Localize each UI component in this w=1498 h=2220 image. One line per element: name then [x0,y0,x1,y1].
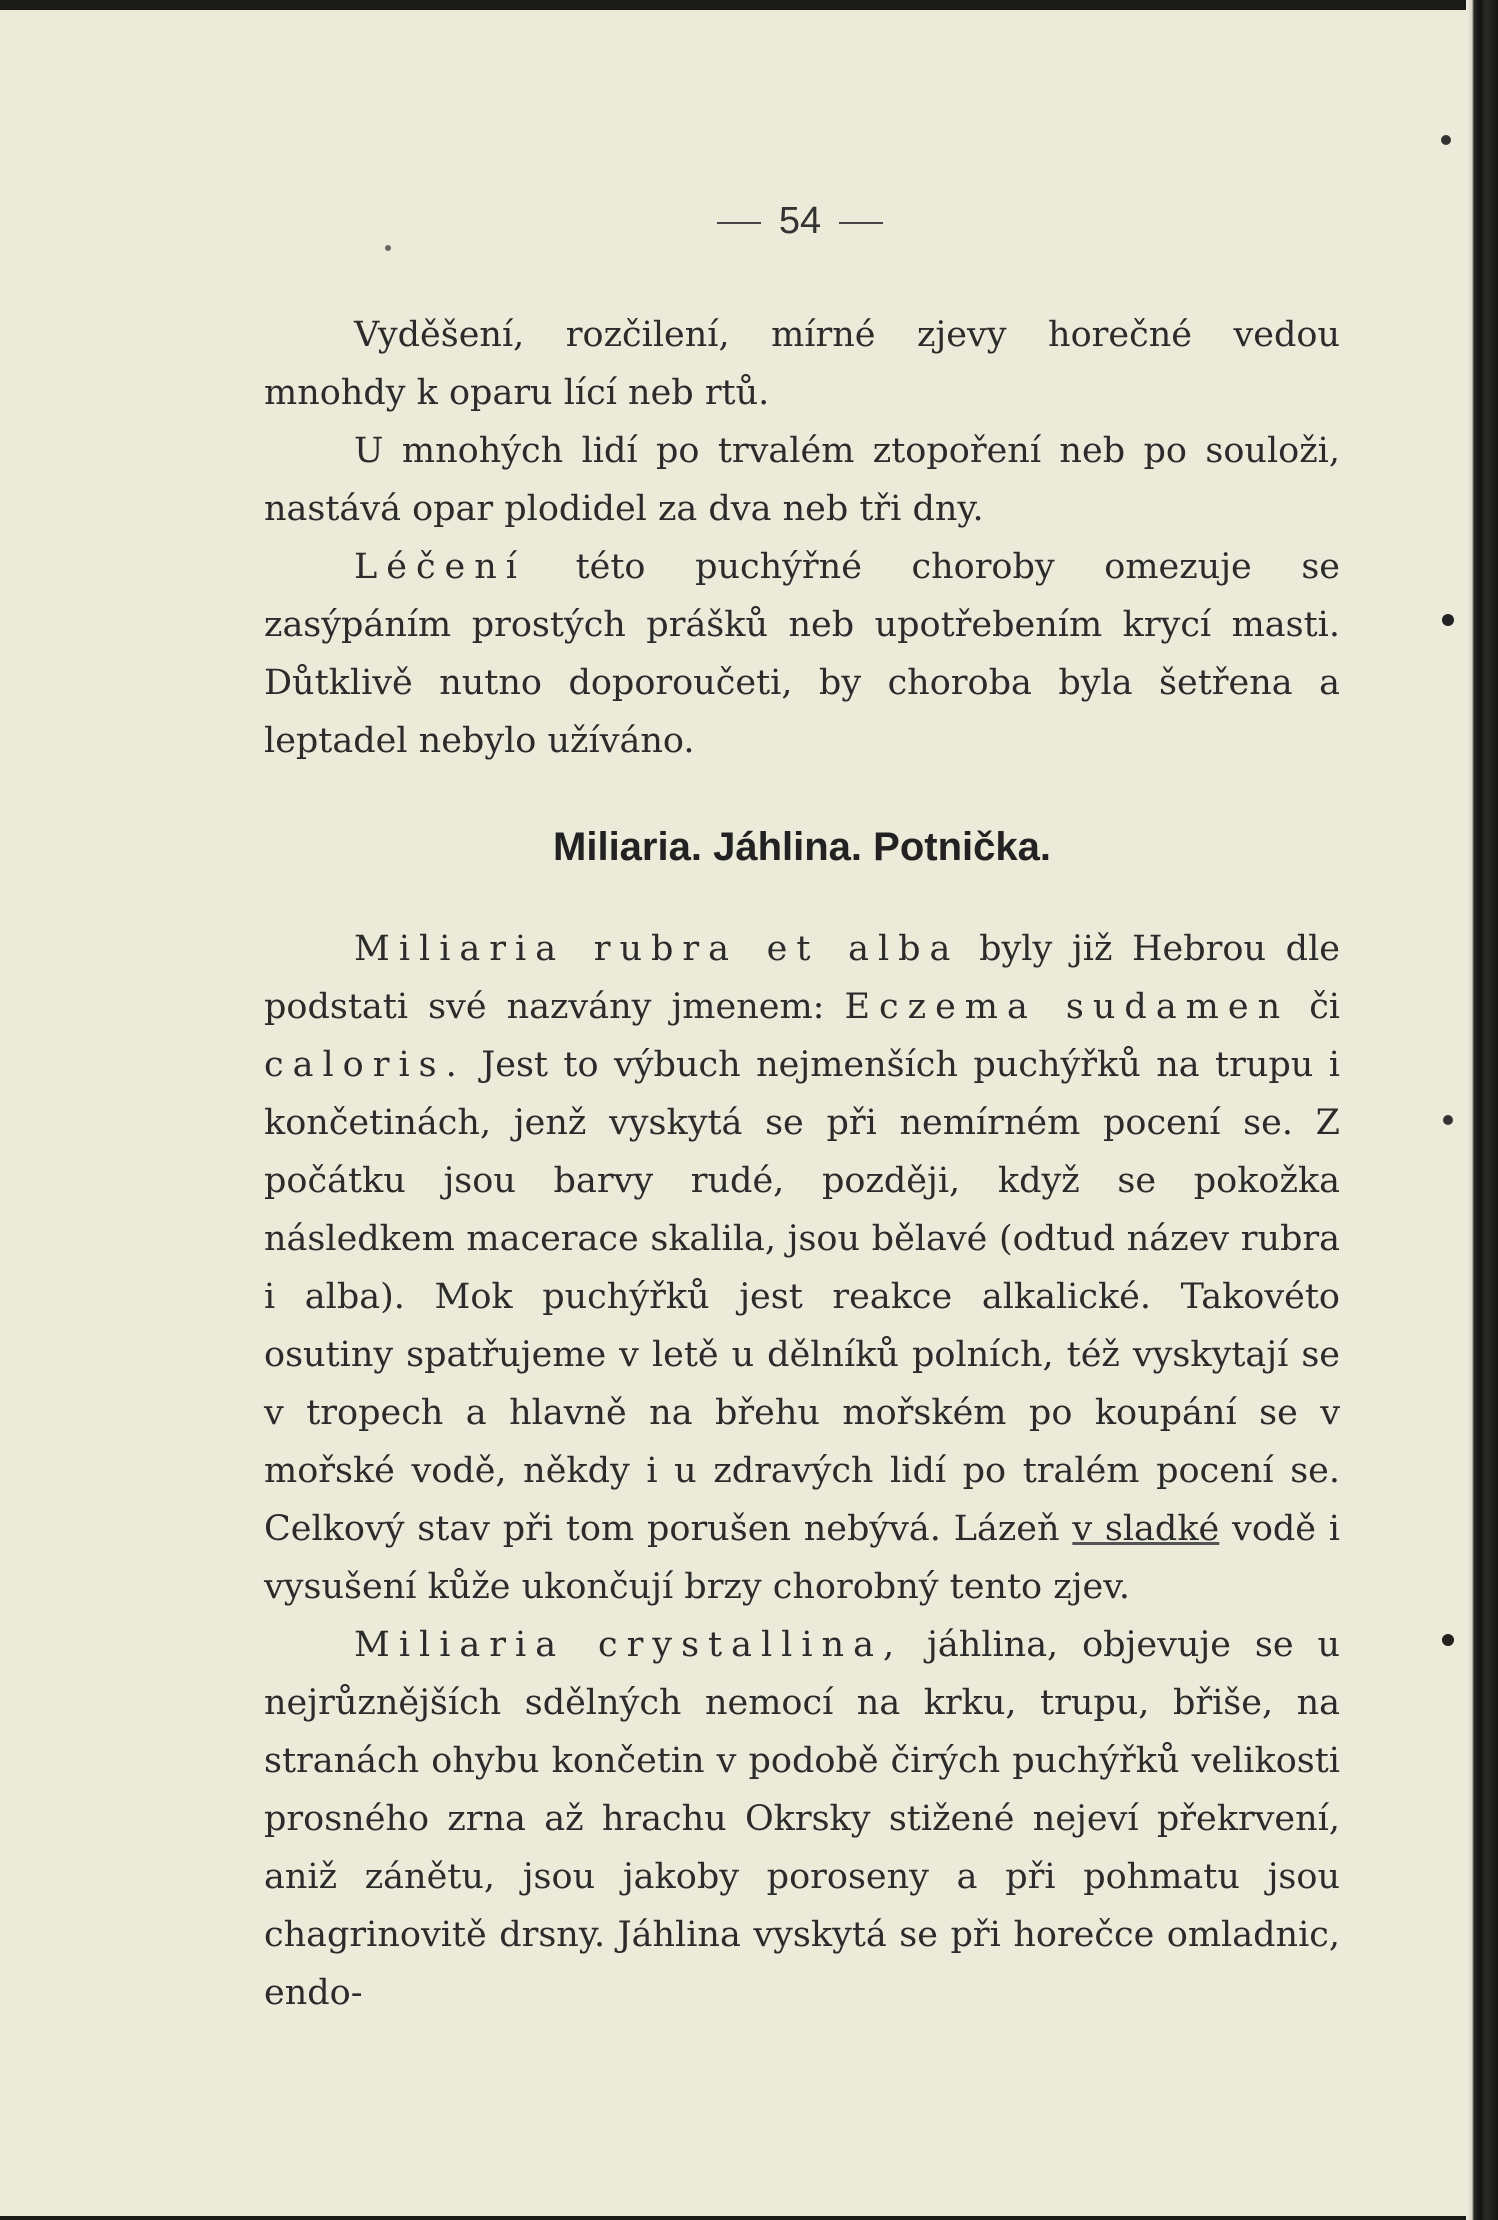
miliaria-rubra-text-3: vodě i vysušení kůže ukončují brzy chorobný tento zjev. [264,1509,1340,1607]
eczema-term: Eczema sudamen [844,987,1290,1027]
paragraph-fright: Vyděšení, rozčilení, mírné zjevy horečné vedou mnohdy k oparu lící neb rtů. [264,315,1340,413]
binding-speck [1442,614,1454,626]
miliaria-rubra-term: Miliaria rubra et alba [354,929,960,969]
paragraph-miliaria-crystallina [264,1616,1340,2022]
binding-speck [1442,1634,1454,1646]
caloris-term: caloris. [264,1045,466,1085]
miliaria-rubra-text-2: Jest to výbuch nejmenších puchýřků na trupu i končetinách, jenž vyskytá se při nemírném pocení se. Z počátku jsou barvy rudé, později, když se pokožka následkem macerace skalila, jsou bělavé (odtud název rubra i alba). Mok puchýřků jest reakce alkalické. Takovéto osutiny spatřujeme v letě u dělníků polních, též vyskytají se v tropech a hlavně na břehu mořském po koupání se v mořské vodě, někdy i u zdravých lidí po tralém pocení se. Celkový stav při tom porušen nebývá. Lázeň [264,1045,1340,1549]
handwritten-underline: v sladké [1072,1509,1220,1549]
paragraph-miliaria-rubra [264,920,1340,1616]
book-binding-edge [1466,0,1498,2220]
miliaria-rubra-text-1: byly již Hebrou dle podstati své nazvány jmenem: [264,929,1340,1027]
paragraph-treatment [264,538,1340,770]
binding-speck [1441,135,1451,145]
binding-speck [1443,1115,1453,1125]
section-heading: Miliaria. Jáhlina. Potnička. [553,825,1051,869]
left-dash [717,222,761,224]
text-block [264,306,1340,2022]
treatment-spaced-word: Léčení [354,547,527,587]
treatment-text: této puchýřné choroby omezuje se zasýpáním prostých prášků neb upotřebením krycí masti. Důtklivě nutno doporoučeti, by choroba byla šetřena a leptadel nebylo užíváno. [264,547,1340,761]
miliaria-crystallina-text: jáhlina, objevuje se u nejrůznějších sdělných nemocí na krku, trupu, břiše, na stranách ohybu končetin v podobě čirých puchýřků velikosti prosného zrna až hrachu Okrsky stižené nejeví překrvení, aniž zánětu, jsou jakoby poroseny a při pohmatu jsou chagrinovitě drsny. Jáhlina vyskytá se při horečce omladnic, endo- [264,1625,1340,2013]
page-number: 54 [778,200,822,242]
conjunction: či [1309,987,1340,1027]
miliaria-crystallina-term: Miliaria crystallina, [354,1625,904,1665]
ink-speck [385,245,391,251]
book-page [0,10,1466,2216]
right-dash [839,222,883,224]
page-header [0,200,1466,243]
paragraph-genital-herpes: U mnohých lidí po trvalém ztopoření neb po souloži, nastává opar plodidel za dva neb tři dny. [264,431,1340,529]
